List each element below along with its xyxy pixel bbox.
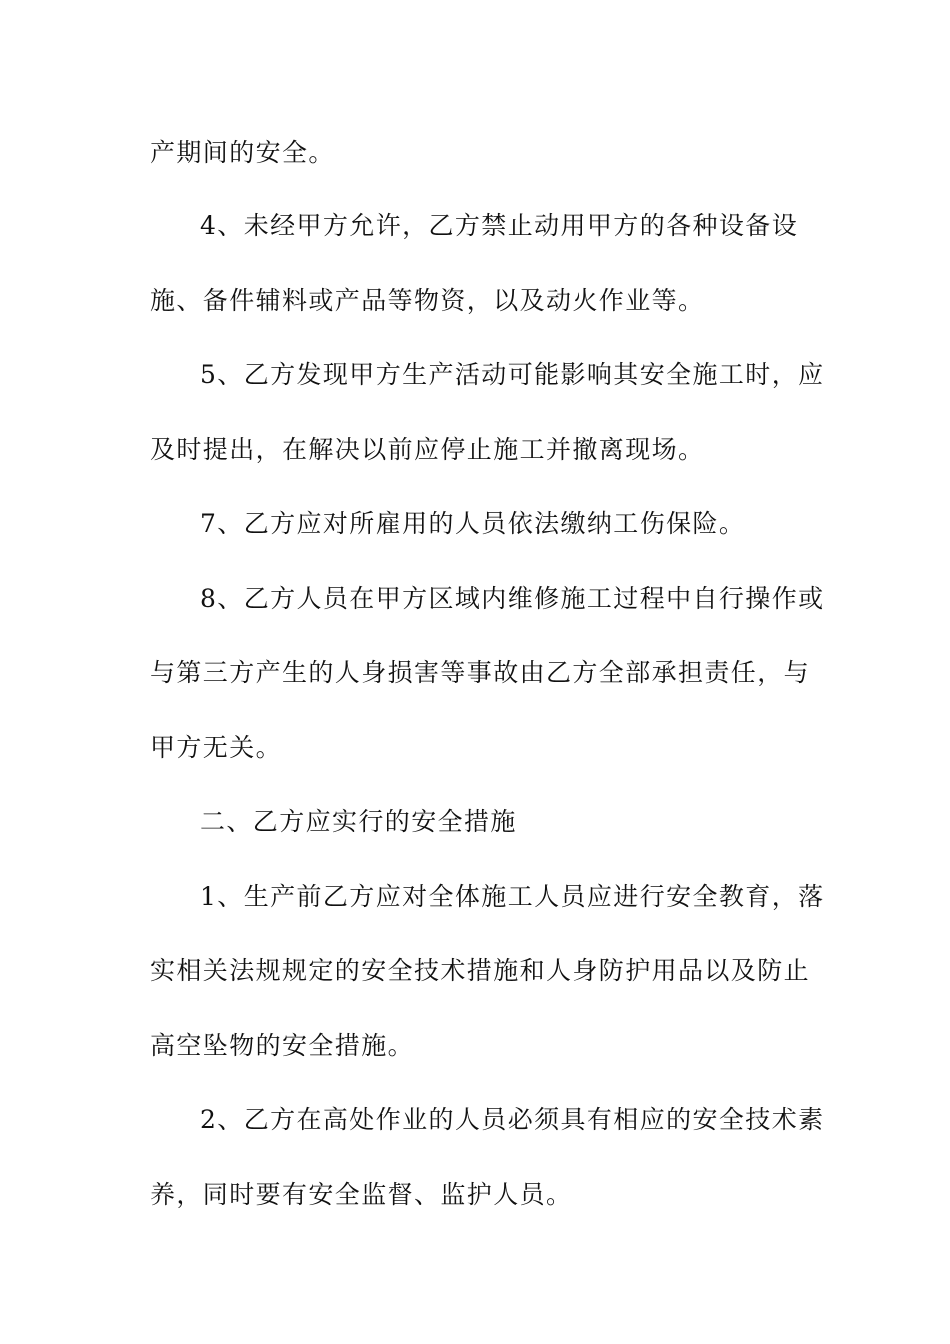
text-line: 施、备件辅料或产品等物资，以及动火作业等。 [150, 286, 705, 315]
text-line: 5、乙方发现甲方生产活动可能影响其安全施工时，应 [200, 360, 825, 389]
text-line: 7、乙方应对所雇用的人员依法缴纳工伤保险。 [200, 509, 746, 538]
text-line: 产期间的安全。 [150, 138, 335, 167]
text-line: 2、乙方在高处作业的人员必须具有相应的安全技术素 [200, 1105, 825, 1134]
text-line: 1、生产前乙方应对全体施工人员应进行安全教育，落 [200, 882, 825, 911]
text-line: 4、未经甲方允许，乙方禁止动用甲方的各种设备设 [200, 211, 799, 240]
text-line: 与第三方产生的人身损害等事故由乙方全部承担责任，与 [150, 658, 811, 687]
text-line: 高空坠物的安全措施。 [150, 1031, 415, 1060]
section-heading: 二、乙方应实行的安全措施 [200, 807, 517, 836]
text-line: 养，同时要有安全监督、监护人员。 [150, 1180, 573, 1209]
text-line: 及时提出，在解决以前应停止施工并撤离现场。 [150, 435, 705, 464]
text-line: 实相关法规规定的安全技术措施和人身防护用品以及防止 [150, 956, 811, 985]
text-line: 8、乙方人员在甲方区域内维修施工过程中自行操作或 [200, 584, 825, 613]
text-line: 甲方无关。 [150, 733, 283, 762]
